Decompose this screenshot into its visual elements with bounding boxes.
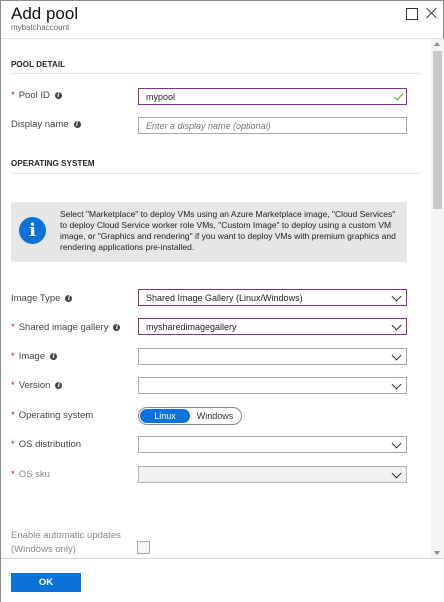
required-asterisk: *	[11, 351, 15, 362]
info-icon[interactable]: i	[50, 353, 57, 360]
required-asterisk: *	[11, 439, 15, 450]
os-distribution-label-text: OS distribution	[18, 439, 82, 450]
image-type-value: Shared Image Gallery (Linux/Windows)	[146, 292, 303, 303]
close-icon[interactable]	[423, 5, 439, 21]
toggle-option-windows[interactable]: Windows	[196, 411, 234, 421]
section-title-operating-system: OPERATING SYSTEM	[11, 159, 95, 168]
section-title-pool-detail: POOL DETAIL	[11, 60, 66, 69]
auto-updates-label-line2: (Windows only)	[11, 544, 76, 555]
scroll-down-arrow-icon[interactable]	[431, 548, 444, 558]
toggle-option-linux[interactable]: Linux	[140, 409, 190, 423]
chevron-down-icon	[392, 351, 402, 361]
info-icon[interactable]: i	[113, 324, 120, 331]
display-name-label-text: Display name	[11, 119, 69, 130]
chevron-down-icon	[392, 439, 402, 449]
chevron-down-icon	[392, 292, 402, 302]
image-label-text: Image	[18, 351, 46, 362]
operating-system-label	[11, 410, 93, 421]
version-dropdown[interactable]	[138, 377, 407, 394]
pool-id-value: mypool	[146, 91, 176, 102]
vertical-scrollbar[interactable]	[431, 39, 444, 558]
info-icon[interactable]: i	[55, 382, 62, 389]
image-type-label	[11, 293, 72, 304]
chevron-down-icon	[392, 321, 402, 331]
operating-system-label-text: Operating system	[18, 410, 94, 421]
info-icon[interactable]: i	[74, 121, 81, 128]
required-asterisk: *	[11, 380, 15, 391]
auto-updates-checkbox[interactable]	[137, 541, 150, 554]
pool-id-label-text: Pool ID	[18, 90, 50, 101]
required-asterisk: *	[11, 469, 15, 480]
maximize-icon[interactable]	[403, 5, 419, 21]
auto-updates-label	[11, 529, 121, 557]
version-label-text: Version	[18, 380, 51, 391]
section-divider	[11, 73, 421, 74]
os-distribution-label	[11, 439, 81, 450]
checkmark-icon	[394, 90, 404, 100]
os-sku-label-text: OS sku	[18, 469, 50, 480]
image-label	[11, 351, 57, 362]
blade-footer	[1, 558, 444, 602]
pool-id-input[interactable]	[138, 88, 407, 105]
image-dropdown[interactable]	[138, 348, 407, 365]
display-name-input[interactable]	[138, 117, 407, 134]
required-asterisk: *	[11, 90, 15, 101]
image-type-dropdown[interactable]	[138, 289, 407, 306]
required-asterisk: *	[11, 322, 15, 333]
info-circle-icon: i	[19, 217, 46, 244]
info-box	[11, 202, 407, 262]
shared-image-gallery-label	[11, 322, 120, 333]
info-box-text: Select "Marketplace" to deploy VMs using an Azure Marketplace image, "Cloud Services" to deploy Cloud Service worker role VMs, "Custom Image" to deploy using a custom VM image, or "Graphics and rendering" if you want to deploy VMs with premium graphics and rendering applications pre-installed.	[60, 209, 396, 252]
os-distribution-dropdown[interactable]	[138, 436, 407, 453]
required-asterisk: *	[11, 410, 15, 421]
section-divider	[11, 173, 421, 174]
shared-image-gallery-value: mysharedimagegallery	[146, 321, 237, 332]
header-divider	[1, 38, 444, 39]
info-icon[interactable]: i	[65, 295, 72, 302]
pool-id-label	[11, 90, 62, 101]
chevron-down-icon	[392, 380, 402, 390]
chevron-down-icon	[392, 469, 402, 479]
scroll-up-arrow-icon[interactable]	[431, 39, 444, 49]
blade-subtitle: mybatchaccount	[11, 23, 70, 32]
os-sku-label	[11, 469, 50, 480]
auto-updates-label-line1: Enable automatic updates	[11, 530, 121, 541]
display-name-placeholder: Enter a display name (optional)	[146, 120, 271, 131]
image-type-label-text: Image Type	[11, 293, 61, 304]
version-label	[11, 380, 62, 391]
shared-image-gallery-label-text: Shared image gallery	[18, 322, 109, 333]
operating-system-toggle[interactable]	[138, 407, 242, 425]
display-name-label	[11, 119, 81, 130]
blade-title: Add pool	[11, 4, 79, 23]
os-sku-dropdown	[138, 466, 407, 483]
info-icon[interactable]: i	[55, 92, 62, 99]
shared-image-gallery-dropdown[interactable]	[138, 318, 407, 335]
scroll-thumb[interactable]	[433, 51, 442, 209]
ok-button[interactable]: OK	[11, 573, 81, 592]
